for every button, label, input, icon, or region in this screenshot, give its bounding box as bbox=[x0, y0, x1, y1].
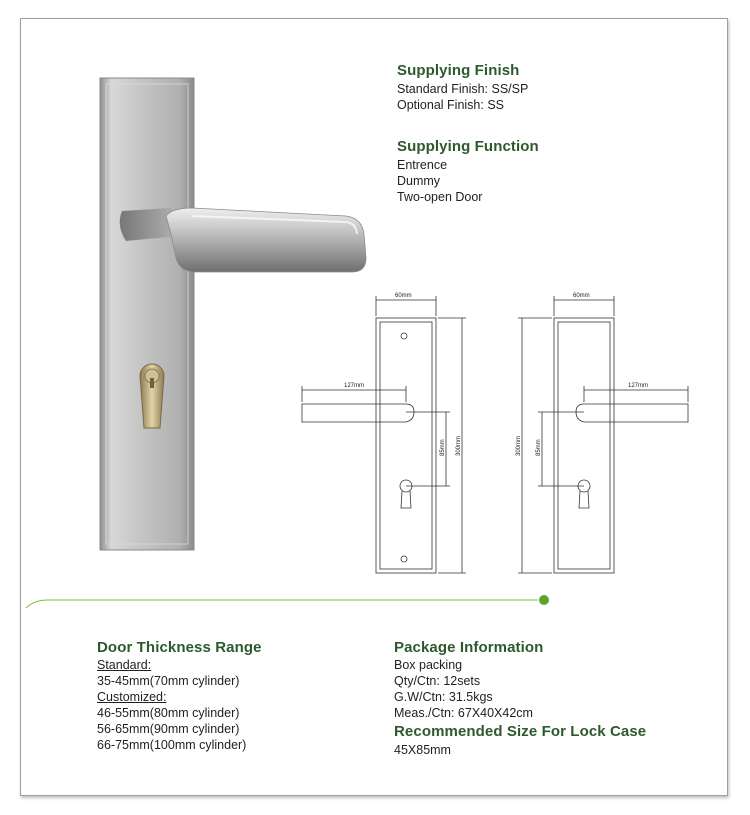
right-handle-label: 127mm bbox=[628, 383, 649, 389]
customized-value: 46-55mm(80mm cylinder) bbox=[97, 706, 240, 720]
standard-finish: Standard Finish: SS/SP bbox=[397, 82, 529, 96]
right-center-label: 85mm bbox=[536, 439, 542, 456]
package-title: Package Information bbox=[394, 639, 544, 656]
standard-value: 35-45mm(70mm cylinder) bbox=[97, 674, 240, 688]
function-item: Two-open Door bbox=[397, 190, 483, 204]
lock-case-title: Recommended Size For Lock Case bbox=[394, 723, 647, 740]
left-handle-label: 127mm bbox=[344, 383, 365, 389]
door-thickness-title: Door Thickness Range bbox=[97, 639, 262, 656]
left-height-label: 300mm bbox=[456, 435, 462, 456]
right-height-label: 300mm bbox=[516, 435, 522, 456]
customized-label: Customized: bbox=[97, 690, 167, 704]
lock-case-value: 45X85mm bbox=[394, 743, 451, 757]
left-width-label: 60mm bbox=[395, 293, 412, 299]
technical-drawing-left bbox=[298, 288, 478, 588]
finish-title: Supplying Finish bbox=[397, 62, 520, 79]
right-width-label: 60mm bbox=[573, 293, 590, 299]
standard-label: Standard: bbox=[97, 658, 152, 672]
customized-value: 56-65mm(90mm cylinder) bbox=[97, 722, 240, 736]
package-line: Box packing bbox=[394, 658, 463, 672]
divider-dot-icon bbox=[539, 595, 549, 605]
technical-drawing-right bbox=[512, 288, 692, 588]
function-item: Entrence bbox=[397, 158, 448, 172]
package-line: Qty/Ctn: 12sets bbox=[394, 674, 481, 688]
package-line: Meas./Ctn: 67X40X42cm bbox=[394, 706, 533, 720]
left-center-label: 85mm bbox=[440, 439, 446, 456]
function-item: Dummy bbox=[397, 174, 441, 188]
package-line: G.W/Ctn: 31.5kgs bbox=[394, 690, 493, 704]
optional-finish: Optional Finish: SS bbox=[397, 98, 504, 112]
section-divider bbox=[24, 592, 554, 612]
function-title: Supplying Function bbox=[397, 138, 539, 155]
customized-value: 66-75mm(100mm cylinder) bbox=[97, 738, 247, 752]
